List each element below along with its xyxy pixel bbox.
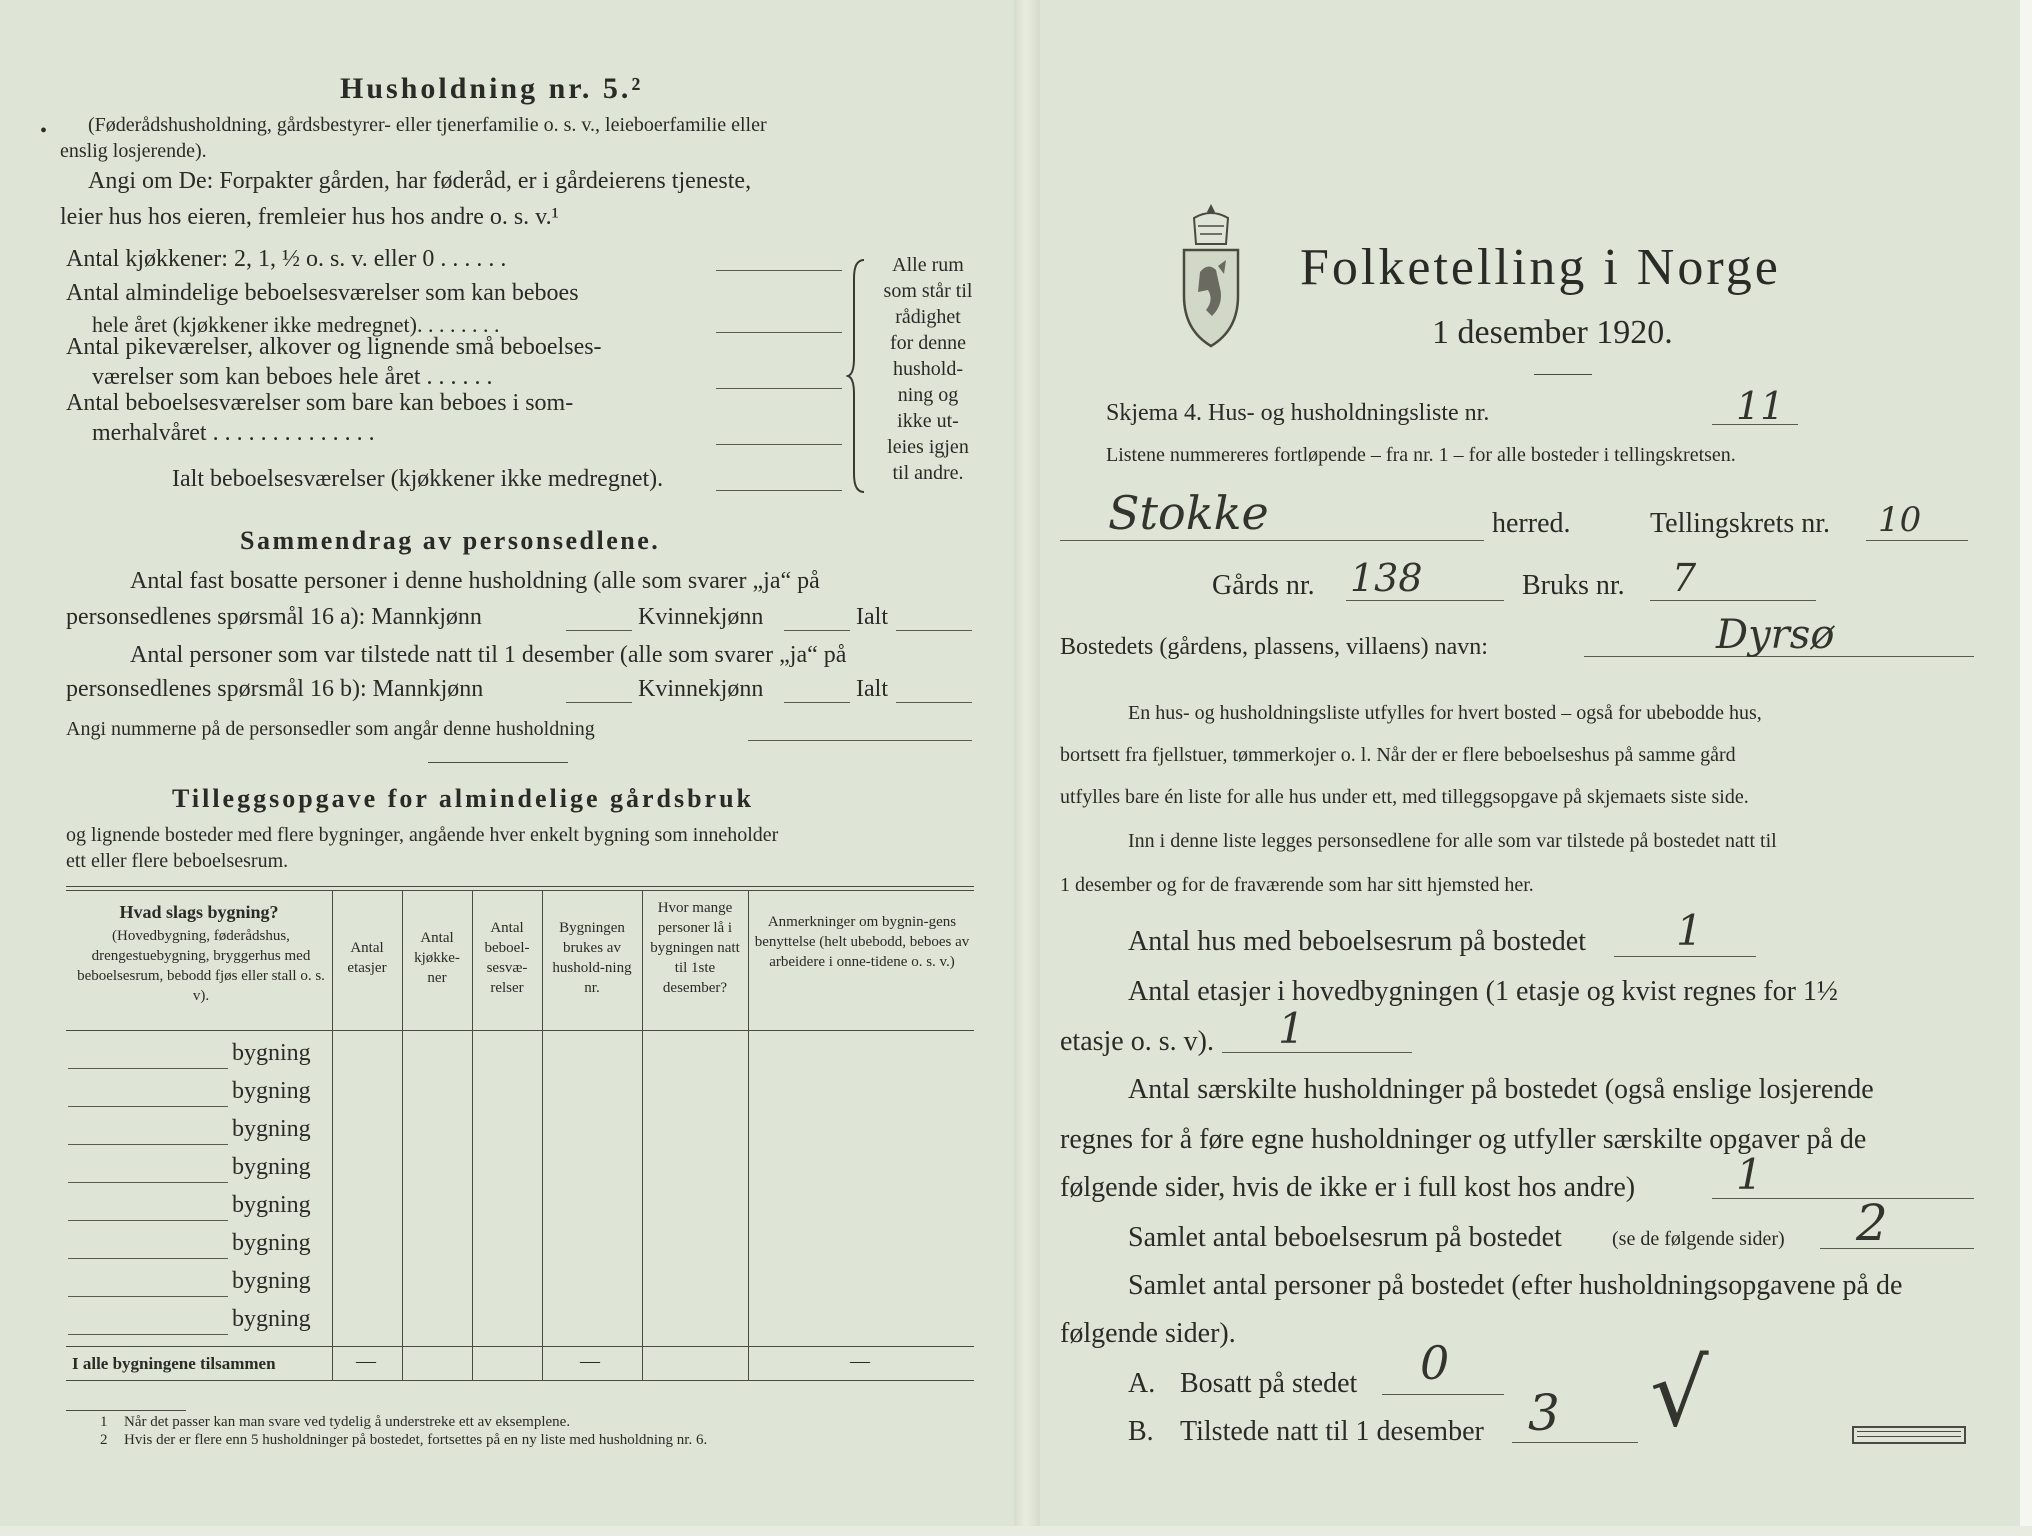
resident-letter: A. [1128,1368,1156,1399]
table-col-line-4 [542,890,543,1380]
district-label: Tellingskrets nr. [1650,508,1831,539]
resident-place-value[interactable]: 0 [1420,1336,1450,1390]
coat-of-arms-icon [1178,200,1244,350]
resident-male-field[interactable] [566,630,632,631]
present-total-field[interactable] [896,702,972,703]
col-building-type-sub: (Hovedbygning, føderådshus, drengestuebygning, bryggerhus med beboelsesrum, bebodd fjøs eller stall o. s. v). [77,928,325,1004]
row-label: bygning [232,1040,311,1066]
rooms-field[interactable] [716,332,842,333]
houses-field[interactable] [1614,956,1756,957]
row-label: bygning [232,1154,311,1180]
info-2b: 1 desember og for de fraværende som har sitt hjemsted her. [1060,874,1534,896]
resident-total-label: Ialt [856,604,888,630]
title-divider [1534,374,1592,375]
col-building-type-head: Hvad slags bygning? [119,902,279,922]
row-label: bygning [232,1230,311,1256]
row-label: bygning [232,1078,311,1104]
resident-female-label: Kvinnekjønn [638,604,764,630]
summer-rooms-field[interactable] [716,444,842,445]
section-divider [428,762,568,763]
footnote-2-number: 2 [100,1432,108,1448]
paper-edge [2020,0,2032,1536]
total-persons-label-1: Samlet antal personer på bostedet (efter husholdningsopgavene på de [1128,1270,1903,1301]
side-note-3: rådighet [895,306,961,328]
summer-rooms-label-1: Antal beboelsesværelser som bare kan beboes i som- [66,390,574,416]
table-col-line-1 [332,890,333,1380]
footnote-divider [66,1410,186,1411]
total-rooms-place-label: Samlet antal beboelsesrum på bostedet [1128,1222,1562,1253]
total-persons-label-2: følgende sider). [1060,1318,1236,1349]
col-floors: Antal etasjer [347,940,387,976]
footnote-1: Når det passer kan man svare ved tydelig å understreke ett av eksemplene. [124,1414,571,1430]
row-label: bygning [232,1116,311,1142]
row-type-field[interactable] [68,1258,228,1259]
total-rooms-label: Ialt beboelsesværelser (kjøkkener ikke medregnet). [172,466,664,492]
present-night-field[interactable] [1512,1442,1638,1443]
municipality-label: herred. [1492,508,1571,539]
total-rooms-place-note: (se de følgende sider) [1612,1228,1785,1250]
place-name-label: Bostedets (gårdens, plassens, villaens) navn: [1060,634,1488,660]
row-type-field[interactable] [68,1182,228,1183]
side-note-7: ikke ut- [897,410,959,432]
numbers-field[interactable] [748,740,972,741]
col-household: Bygningen brukes av hushold-ning nr. [552,920,632,996]
district-field[interactable] [1866,540,1968,541]
present-line-1: Antal personer som var tilstede natt til 1 desember (alle som svarer „ja“ på [130,642,847,668]
instruction-line-2: leier hus hos eieren, fremleier hus hos andre o. s. v.¹ [60,204,559,230]
table-total-border [66,1346,974,1347]
present-female-field[interactable] [784,702,850,703]
schema-number-value[interactable]: 11 [1736,384,1785,428]
small-rooms-label-2: værelser som kan beboes hele året . . . . . . [92,364,493,390]
small-rooms-label-1: Antal pikeværelser, alkover og lignende små beboelses- [66,334,602,360]
resident-line-1: Antal fast bosatte personer i denne husholdning (alle som svarer „ja“ på [130,568,820,594]
row-type-field[interactable] [68,1068,228,1069]
floors-label-1: Antal etasjer i hovedbygningen (1 etasje og kvist regnes for 1½ [1128,976,1838,1007]
table-col-line-2 [402,890,403,1380]
table-col-line-3 [472,890,473,1380]
row-label: bygning [232,1306,311,1332]
present-letter: B. [1128,1416,1154,1447]
total-dash-household: — [580,1350,600,1372]
kitchens-label: Antal kjøkkener: 2, 1, ½ o. s. v. eller 0 . . . . . . [66,246,507,272]
present-male-field[interactable] [566,702,632,703]
census-date: 1 desember 1920. [1432,314,1673,351]
info-1c: utfylles bare én liste for alle hus under ett, med tilleggsopgave på skjemaets siste side. [1060,786,1749,808]
row-label: bygning [232,1192,311,1218]
resident-line-2: personsedlenes spørsmål 16 a): Mannkjønn [66,604,482,630]
households-label-2: regnes for å føre egne husholdninger og utfyller særskilte opgaver på de [1060,1124,1867,1155]
paper-edge-bottom [0,1526,2032,1536]
kitchens-field[interactable] [716,270,842,271]
numbers-label: Angi nummerne på de personsedler som angår denne husholdning [66,718,595,740]
col-rooms: Antal beboel-sesvæ-relser [484,920,530,996]
row-type-field[interactable] [68,1220,228,1221]
supplement-line-1: og lignende bosteder med flere bygninger, angående hver enkelt bygning som inneholder [66,824,779,846]
census-title: Folketelling i Norge [1300,239,1781,296]
households-label-3: følgende sider, hvis de ikke er i full kost hos andre) [1060,1172,1636,1203]
table-bottom-border [66,1380,974,1381]
resident-total-field[interactable] [896,630,972,631]
check-mark: √ [1650,1340,1709,1447]
farm-number-value[interactable]: 138 [1350,556,1423,600]
supplement-line-2: ett eller flere beboelsesrum. [66,850,289,872]
intro-line-2: enslig losjerende). [60,140,207,162]
bullet-mark: • [40,120,48,142]
municipality-value[interactable]: Stokke [1108,486,1269,540]
summary-title: Sammendrag av personsedlene. [240,526,661,555]
info-2a: Inn i denne liste legges personsedlene for alle som var tilstede på bostedet natt til [1128,830,1777,852]
present-night-label: Tilstede natt til 1 desember [1180,1416,1484,1447]
schema-label: Skjema 4. Hus- og husholdningsliste nr. [1106,400,1490,426]
present-line-2: personsedlenes spørsmål 16 b): Mannkjønn [66,676,484,702]
household-title: Husholdning nr. 5.² [340,72,644,105]
printer-stamp [1852,1426,1966,1444]
side-note-6: ning og [897,384,959,406]
farm-number-label: Gårds nr. [1212,570,1315,601]
place-name-value[interactable]: Dyrsø [1716,612,1835,658]
table-header-border [66,1030,974,1031]
row-type-field[interactable] [68,1144,228,1145]
farm-number-field[interactable] [1346,600,1504,601]
municipality-field[interactable] [1060,540,1484,541]
row-type-field[interactable] [68,1334,228,1335]
table-top-border [66,886,974,887]
supplement-title: Tilleggsopgave for almindelige gårdsbruk [172,784,755,813]
houses-value[interactable]: 1 [1676,906,1703,955]
row-type-field[interactable] [68,1106,228,1107]
row-type-field[interactable] [68,1296,228,1297]
holding-number-field[interactable] [1650,600,1816,601]
summer-rooms-label-2: merhalvåret . . . . . . . . . . . . . . [92,420,375,446]
floors-label-2: etasje o. s. v). [1060,1026,1214,1057]
intro-line-1: (Føderådshusholdning, gårdsbestyrer- eller tjenerfamilie o. s. v., leieboerfamilie eller [88,114,767,136]
present-female-label: Kvinnekjønn [638,676,764,702]
table-col-line-5 [642,890,643,1380]
houses-label: Antal hus med beboelsesrum på bostedet [1128,926,1587,957]
households-label-1: Antal særskilte husholdninger på bostedet (også enslige losjerende [1128,1074,1874,1105]
rooms-label-1: Antal almindelige beboelsesværelser som kan beboes [66,280,579,306]
total-rooms-place-field[interactable] [1820,1248,1974,1249]
brace-icon [846,258,870,494]
present-total-label: Ialt [856,676,888,702]
side-note-9: til andre. [892,462,964,484]
info-1b: bortsett fra fjellstuer, tømmerkojer o. l. Når der er flere beboelseshus på samme gård [1060,744,1736,766]
resident-place-field[interactable] [1382,1394,1504,1395]
total-dash-floors: — [356,1350,376,1372]
footnote-1-number: 1 [100,1414,108,1430]
floors-value[interactable]: 1 [1278,1004,1305,1053]
total-rooms-field[interactable] [716,490,842,491]
printer-stamp-lines [1857,1431,1961,1437]
small-rooms-field[interactable] [716,388,842,389]
footnote-2: Hvis der er flere enn 5 husholdninger på bostedet, fortsettes på en ny liste med husholdning nr. 6. [124,1432,708,1448]
instruction-line-1: Angi om De: Forpakter gården, har føderåd, er i gårdeierens tjeneste, [88,168,752,194]
households-value[interactable]: 1 [1736,1150,1763,1199]
page-fold [1014,0,1040,1536]
table-col-line-6 [748,890,749,1380]
district-value[interactable]: 10 [1878,500,1922,540]
total-dash-remarks: — [850,1350,870,1372]
side-note-1: Alle rum [892,254,964,276]
total-rooms-place-value[interactable]: 2 [1856,1194,1888,1252]
side-note-2: som står til [883,280,973,302]
table-total-label: I alle bygningene tilsammen [72,1354,276,1373]
holding-number-label: Bruks nr. [1522,570,1625,601]
table-top-border-2 [66,890,974,891]
floors-field[interactable] [1222,1052,1412,1053]
side-note-8: leies igjen [887,436,969,458]
numbering-note: Listene nummereres fortløpende – fra nr. 1 – for alle bosteder i tellingskretsen. [1106,444,1736,466]
row-label: bygning [232,1268,311,1294]
col-persons: Hvor mange personer lå i bygningen natt til 1ste desember? [650,900,740,996]
present-night-value[interactable]: 3 [1528,1384,1560,1442]
side-note-5: hushold- [893,358,963,380]
holding-number-value[interactable]: 7 [1672,556,1697,600]
resident-female-field[interactable] [784,630,850,631]
side-note-4: for denne [889,332,967,354]
resident-place-label: Bosatt på stedet [1180,1368,1358,1399]
info-1a: En hus- og husholdningsliste utfylles for hvert bosted – også for ubebodde hus, [1128,702,1762,724]
col-remarks: Anmerkninger om bygnin-gens benyttelse (helt ubebodd, beboes av arbeidere i onne-tidene o. s. v.) [754,914,970,970]
rooms-label-2: hele året (kjøkkener ikke medregnet). . . . . . . . [92,312,500,337]
col-kitchens: Antal kjøkke-ner [414,930,460,986]
